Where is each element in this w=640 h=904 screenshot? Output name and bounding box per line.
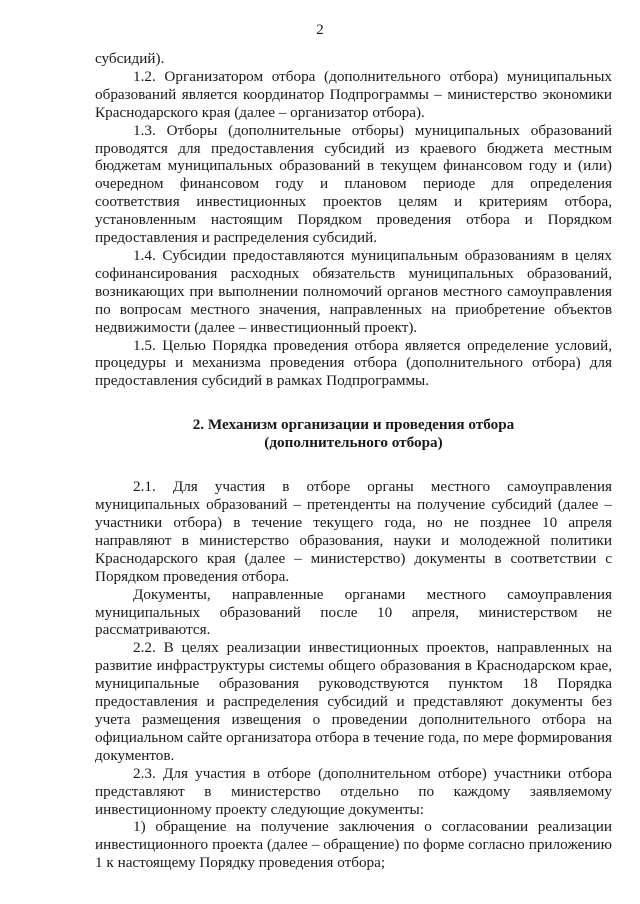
paragraph-2-3: 2.3. Для участия в отборе (дополнительном отборе) участники отбора представляют в министерство отдельно по каждому заявляемому инвестиционному проекту следующие документы: (95, 764, 612, 818)
paragraph-continuation: субсидий). (95, 50, 165, 67)
section-heading-line-2: (дополнительного отбора) (264, 434, 443, 452)
paragraph-1-2: 1.2. Организатором отбора (дополнительного отбора) муниципальных образований является координатор Подпрограммы – министерство экономики Краснодарского края (далее – организатор отбора). (95, 67, 612, 121)
paragraph-list-item-1: 1) обращение на получение заключения о согласовании реализации инвестиционного проекта (далее – обращение) по форме согласно приложению 1 к настоящему Порядку проведения отбора; (95, 818, 612, 872)
paragraph-2-1: 2.1. Для участия в отборе органы местного самоуправления муниципальных образований – претенденты на получение субсидий (далее – участники отбора) в течение текущего года, но не позднее 10 апреля направляют в министерство образования, науки и молодежной политики Краснодарского края (далее – министерство) документы в соответствии с Порядком проведения отбора. (95, 478, 612, 585)
section-heading-line-1: 2. Механизм организации и проведения отбора (192, 416, 515, 434)
paragraph-1-5: 1.5. Целью Порядка проведения отбора является определение условий, процедуры и механизма проведения отбора (дополнительного отбора) для предоставления субсидий в рамках Подпрограммы. (95, 336, 612, 390)
paragraph-2-2: 2.2. В целях реализации инвестиционных проектов, направленных на развитие инфраструктуры системы общего образования в Краснодарском крае, муниципальные образования руководствуются пунктом 18 Порядка предоставления и распределения субсидий и представляют документы без учета размещения извещения о проведении дополнительного отбора на официальном сайте организатора отбора в течение года, по мере формирования документов. (95, 639, 612, 764)
section-heading (95, 416, 612, 452)
paragraph-1-4: 1.4. Субсидии предоставляются муниципальным образованиям в целях софинансирования расходных обязательств муниципальных образований, возникающих при выполнении полномочий органов местного самоуправления по вопросам местного значения, направленных на приобретение объектов недвижимости (далее – инвестиционный проект). (95, 246, 612, 336)
page-number: 2 (316, 22, 324, 38)
document-body (95, 50, 612, 872)
paragraph-documents-note: Документы, направленные органами местного самоуправления муниципальных образований после 10 апреля, министерством не рассматриваются. (95, 585, 612, 639)
paragraph-1-3: 1.3. Отборы (дополнительные отборы) муниципальных образований проводятся для предоставления субсидий из краевого бюджета местным бюджетам муниципальных образований в текущем финансовом году и (или) очередном финансовом году и плановом периоде для определения соответствия инвестиционных проектов целям и критериям отбора, установленным настоящим Порядком проведения отбора и Порядком предоставления и распределения субсидий. (95, 121, 612, 247)
